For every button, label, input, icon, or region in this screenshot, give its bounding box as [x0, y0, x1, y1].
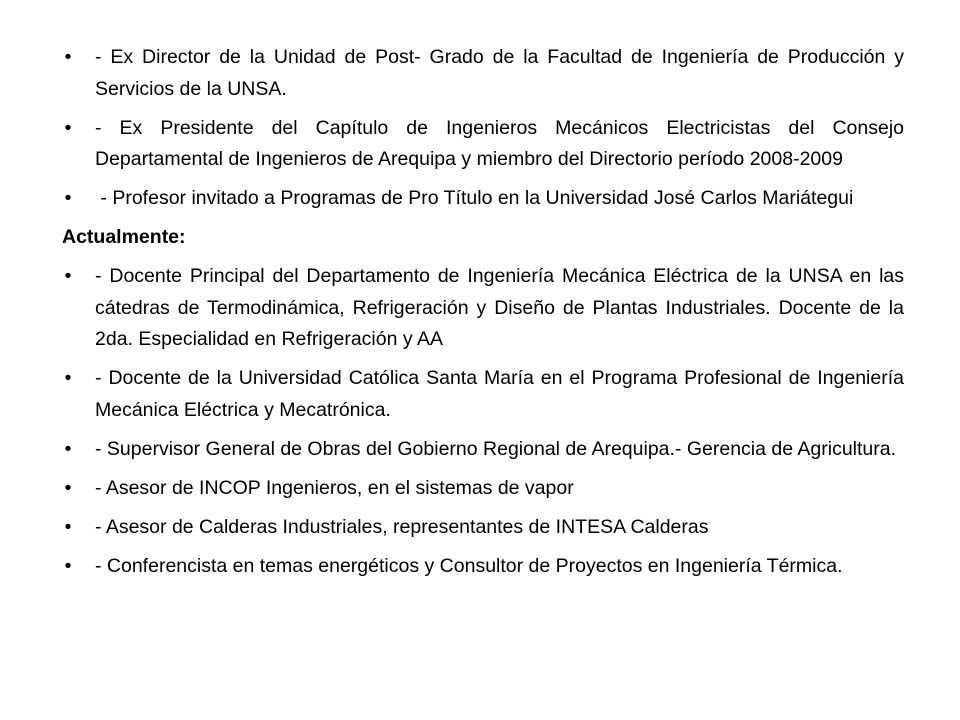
list-item-text: - Ex Presidente del Capítulo de Ingenieros Mecánicos Electricistas del Consejo Departamental de Ingenieros de Arequipa y miembro del Directorio período 2008-2009 [95, 116, 904, 170]
list-item [62, 113, 904, 176]
list-item-text: - Docente de la Universidad Católica Santa María en el Programa Profesional de Ingeniería Mecánica Eléctrica y Mecatrónica. [95, 367, 904, 421]
list-item [62, 363, 904, 426]
list-item [62, 512, 904, 544]
list-item [62, 551, 904, 583]
bullet-icon: • [64, 515, 72, 538]
bullet-icon: • [64, 265, 72, 287]
bullet-icon: • [64, 187, 72, 209]
list-item [62, 261, 904, 356]
list-item-text: - Conferencista en temas energéticos y Consultor de Proyectos en Ingeniería Térmica. [95, 554, 843, 577]
list-item [62, 42, 904, 105]
list-item [62, 434, 904, 466]
section-heading-actualmente: Actualmente: [62, 226, 186, 248]
list-item-text: - Supervisor General de Obras del Gobierno Regional de Arequipa.- Gerencia de Agricultura. [95, 437, 897, 460]
list-item [62, 473, 904, 505]
list-item-text: - Docente Principal del Departamento de Ingeniería Mecánica Eléctrica de la UNSA en las cátedras de Termodinámica, Refrigeración y Diseño de Plantas Industriales. Docente de la 2da. Especialidad en Refrigeración y AA [95, 265, 904, 350]
current-roles-list [62, 261, 904, 582]
list-item-text: - Profesor invitado a Programas de Pro Título en la Universidad José Carlos Mariátegui [95, 187, 854, 209]
bullet-icon: • [64, 367, 72, 389]
bullet-icon: • [64, 437, 72, 460]
list-item [62, 183, 904, 215]
list-item-text: - Asesor de INCOP Ingenieros, en el sistemas de vapor [95, 476, 574, 499]
list-item-text: - Asesor de Calderas Industriales, representantes de INTESA Calderas [95, 515, 709, 538]
bullet-icon: • [64, 116, 72, 139]
bullet-icon: • [64, 476, 72, 499]
list-item-text: - Ex Director de la Unidad de Post- Grado de la Facultad de Ingeniería de Producción y Servicios de la UNSA. [95, 46, 904, 100]
bullet-icon: • [64, 554, 72, 577]
slide-content [62, 42, 904, 590]
bullet-icon: • [64, 46, 72, 68]
previous-roles-list [62, 42, 904, 215]
